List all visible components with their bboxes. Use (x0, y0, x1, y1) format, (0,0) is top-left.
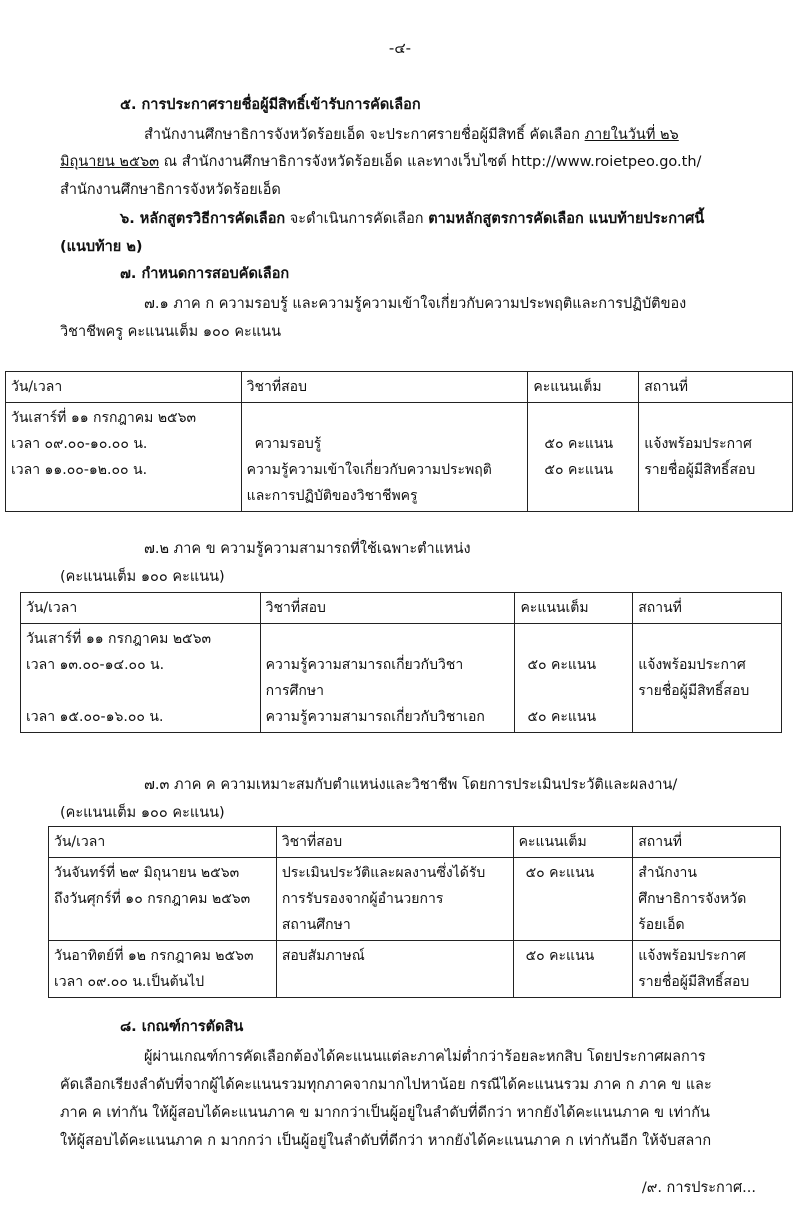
announce-month: มิถุนายน ๒๕๖๓ (60, 154, 160, 170)
score-cell: ๕๐ คะแนน ๕๐ คะแนน (515, 624, 633, 733)
header-score: คะแนนเต็ม (528, 372, 639, 403)
section-7-1-line-2: วิชาชีพครู คะแนนเต็ม ๑๐๐ คะแนน (60, 324, 281, 340)
table-header-row (49, 827, 781, 858)
header-score: คะแนนเต็ม (513, 827, 633, 858)
continuation-note: /๙. การประกาศ... (641, 1180, 756, 1196)
section-5-text: สำนักงานศึกษาธิการจังหวัดร้อยเอ็ด จะประกาศรายชื่อผู้มีสิทธิ์ คัดเลือก (144, 127, 585, 143)
table-header-row (21, 593, 782, 624)
section-5-heading: ๕. การประกาศรายชื่อผู้มีสิทธิ์เข้ารับการคัดเลือก (120, 97, 421, 113)
section-8-line-2: คัดเลือกเรียงลำดับที่จากผู้ได้คะแนนรวมทุกภาคจากมากไปหาน้อย กรณีได้คะแนนรวม ภาค ก ภาค ข และ (60, 1077, 712, 1093)
subject-cell: สอบสัมภาษณ์ (276, 941, 513, 998)
section-7-3-line-2: (คะแนนเต็ม ๑๐๐ คะแนน) (60, 805, 225, 821)
header-place: สถานที่ (639, 372, 793, 403)
header-date: วัน/เวลา (21, 593, 261, 624)
table-row (49, 858, 781, 941)
table-header-row (6, 372, 793, 403)
subject-cell: ความรู้ความสามารถเกี่ยวกับวิชา การศึกษา ความรู้ความสามารถเกี่ยวกับวิชาเอก (260, 624, 515, 733)
section-6-heading: ๖. หลักสูตรวิธีการคัดเลือก (120, 211, 286, 227)
exam-table-part-b (20, 592, 782, 733)
date-cell: วันเสาร์ที่ ๑๑ กรกฎาคม ๒๕๖๓ เวลา ๑๓.๐๐-๑๔.๐๐ น. เวลา ๑๕.๐๐-๑๖.๐๐ น. (21, 624, 261, 733)
section-7-3-line-1: ๗.๓ ภาค ค ความเหมาะสมกับตำแหน่งและวิชาชีพ โดยการประเมินประวัติและผลงาน/ (144, 777, 678, 793)
subject-cell: ความรอบรู้ ความรู้ความเข้าใจเกี่ยวกับความประพฤติ และการปฏิบัติของวิชาชีพครู (241, 403, 528, 512)
section-5-line-3: สำนักงานศึกษาธิการจังหวัดร้อยเอ็ด (60, 182, 281, 198)
score-cell: ๕๐ คะแนน (513, 858, 633, 941)
header-subject: วิชาที่สอบ (241, 372, 528, 403)
section-7-heading: ๗. กำหนดการสอบคัดเลือก (120, 266, 290, 282)
header-subject: วิชาที่สอบ (276, 827, 513, 858)
section-8-line-4: ให้ผู้สอบได้คะแนนภาค ก มากกว่า เป็นผู้อยู่ในลำดับที่ดีกว่า หากยังได้คะแนนภาค ก เท่ากันอีก ให้จับสลาก (60, 1133, 712, 1149)
place-cell: แจ้งพร้อมประกาศ รายชื่อผู้มีสิทธิ์สอบ (633, 624, 782, 733)
header-date: วัน/เวลา (6, 372, 242, 403)
section-7-1-line-1: ๗.๑ ภาค ก ความรอบรู้ และความรู้ความเข้าใจเกี่ยวกับความประพฤติและการปฏิบัติของ (144, 296, 687, 312)
section-6-text: จะดำเนินการคัดเลือก (285, 211, 429, 227)
subject-cell: ประเมินประวัติและผลงานซึ่งได้รับ การรับรองจากผู้อำนวยการ สถานศึกษา (276, 858, 513, 941)
header-date: วัน/เวลา (49, 827, 277, 858)
exam-table-part-c (48, 826, 781, 998)
page-number: -๔- (388, 39, 412, 57)
score-cell: ๕๐ คะแนน ๕๐ คะแนน (528, 403, 639, 512)
table-row (49, 941, 781, 998)
section-7-2-line-1: ๗.๒ ภาค ข ความรู้ความสามารถที่ใช้เฉพาะตำแหน่ง (144, 541, 471, 557)
table-row (21, 624, 782, 733)
section-6-line-1 (120, 210, 704, 228)
score-cell: ๕๐ คะแนน (513, 941, 633, 998)
place-cell: แจ้งพร้อมประกาศ รายชื่อผู้มีสิทธิ์สอบ (639, 403, 793, 512)
section-8-line-3: ภาค ค เท่ากัน ให้ผู้สอบได้คะแนนภาค ข มากกว่าเป็นผู้อยู่ในลำดับที่ดีกว่า หากยังได้คะแนนภาค ข เท่ากัน (60, 1105, 710, 1121)
header-score: คะแนนเต็ม (515, 593, 633, 624)
date-cell: วันจันทร์ที่ ๒๙ มิถุนายน ๒๕๖๓ ถึงวันศุกร์ที่ ๑๐ กรกฎาคม ๒๕๖๓ (49, 858, 277, 941)
section-5-line-1 (144, 126, 679, 144)
header-subject: วิชาที่สอบ (260, 593, 515, 624)
section-8-line-1: ผู้ผ่านเกณฑ์การคัดเลือกต้องได้คะแนนแต่ละภาคไม่ต่ำกว่าร้อยละหกสิบ โดยประกาศผลการ (144, 1049, 706, 1065)
section-7-2-line-2: (คะแนนเต็ม ๑๐๐ คะแนน) (60, 569, 225, 585)
place-cell: สำนักงาน ศึกษาธิการจังหวัด ร้อยเอ็ด (633, 858, 781, 941)
place-cell: แจ้งพร้อมประกาศ รายชื่อผู้มีสิทธิ์สอบ (633, 941, 781, 998)
date-cell: วันอาทิตย์ที่ ๑๒ กรกฎาคม ๒๕๖๓ เวลา ๐๙.๐๐ น.เป็นต้นไป (49, 941, 277, 998)
section-6-emphasis: ตามหลักสูตรการคัดเลือก แนบท้ายประกาศนี้ (428, 211, 705, 227)
section-6-line-2: (แนบท้าย ๒) (60, 239, 143, 255)
exam-table-part-a (5, 371, 793, 512)
announce-date: ภายในวันที่ ๒๖ (584, 127, 679, 143)
table-row (6, 403, 793, 512)
date-cell: วันเสาร์ที่ ๑๑ กรกฎาคม ๒๕๖๓ เวลา ๐๙.๐๐-๑๐.๐๐ น. เวลา ๑๑.๐๐-๑๒.๐๐ น. (6, 403, 242, 512)
section-8-heading: ๘. เกณฑ์การตัดสิน (120, 1019, 244, 1035)
header-place: สถานที่ (633, 593, 782, 624)
header-place: สถานที่ (633, 827, 781, 858)
section-5-line-2 (60, 153, 701, 171)
section-5-website: ณ สำนักงานศึกษาธิการจังหวัดร้อยเอ็ด และทางเว็บไซต์ http://www.roietpeo.go.th/ (159, 154, 702, 170)
